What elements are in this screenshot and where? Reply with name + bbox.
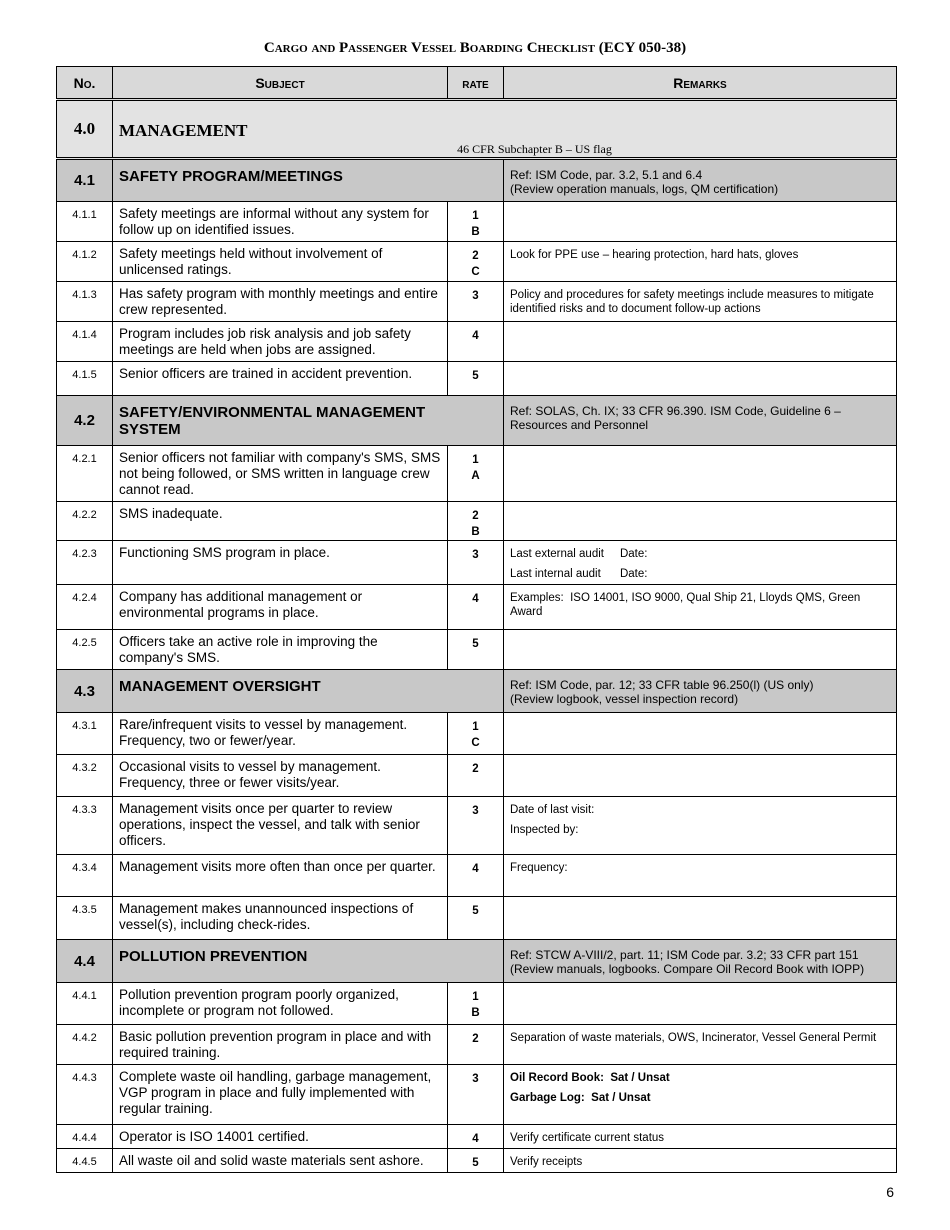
- checklist-item-row: [57, 713, 897, 755]
- item-rate: 4: [472, 330, 479, 342]
- item-remark-line: Separation of waste materials, OWS, Incinerator, Vessel General Permit: [510, 1032, 877, 1044]
- section-reference: [504, 159, 897, 202]
- item-subject: Operator is ISO 14001 certified.: [113, 1125, 448, 1149]
- item-remarks: [504, 1065, 897, 1125]
- item-rate: 4: [472, 1133, 479, 1145]
- management-title: MANAGEMENT: [119, 121, 248, 140]
- item-subject: Complete waste oil handling, garbage management, VGP program in place and fully implemented with regular training.: [113, 1065, 448, 1125]
- section-number: 4.1: [57, 159, 113, 202]
- item-grade: C: [471, 266, 480, 278]
- section-row: [57, 396, 897, 446]
- checklist-item-row: [57, 585, 897, 630]
- section-title: POLLUTION PREVENTION: [113, 940, 504, 983]
- item-rate-cell: [448, 362, 504, 396]
- item-rate-cell: [448, 630, 504, 670]
- item-remarks: [504, 1149, 897, 1173]
- item-rate-cell: [448, 446, 504, 502]
- item-rate: 3: [472, 805, 479, 817]
- header-remarks: Remarks: [504, 67, 897, 100]
- item-number: 4.2.4: [57, 585, 113, 630]
- item-grade: B: [471, 1007, 480, 1019]
- item-remark-line: Oil Record Book: Sat / Unsat: [510, 1072, 670, 1084]
- item-subject: Rare/infrequent visits to vessel by management. Frequency, two or fewer/year.: [113, 713, 448, 755]
- item-number: 4.3.4: [57, 855, 113, 897]
- item-remark-line: Verify receipts: [510, 1156, 583, 1168]
- item-number: 4.3.1: [57, 713, 113, 755]
- item-rate: 1: [472, 991, 479, 1003]
- section-row: [57, 159, 897, 202]
- item-rate: 2: [472, 763, 479, 775]
- management-number: 4.0: [57, 100, 113, 159]
- checklist-item-row: [57, 1149, 897, 1173]
- header-rate: rate: [448, 67, 504, 100]
- section-reference-line: Ref: STCW A-VIII/2, part. 11; ISM Code par. 3.2; 33 CFR part 151: [510, 948, 859, 962]
- item-rate-cell: [448, 1149, 504, 1173]
- item-number: 4.3.2: [57, 755, 113, 797]
- item-remarks: [504, 630, 897, 670]
- checklist-item-row: [57, 855, 897, 897]
- item-rate: 3: [472, 290, 479, 302]
- item-subject: Senior officers are trained in accident prevention.: [113, 362, 448, 396]
- checklist-item-row: [57, 897, 897, 940]
- section-row: [57, 940, 897, 983]
- item-grade: B: [471, 526, 480, 538]
- section-reference-line: (Review operation manuals, logs, QM certification): [510, 182, 779, 196]
- item-rate: 3: [472, 1073, 479, 1085]
- checklist-item-row: [57, 755, 897, 797]
- item-rate-cell: [448, 797, 504, 855]
- item-number: 4.2.5: [57, 630, 113, 670]
- item-remarks: [504, 282, 897, 322]
- item-rate-cell: [448, 713, 504, 755]
- item-rate: 2: [472, 250, 479, 262]
- item-rate-cell: [448, 322, 504, 362]
- section-number: 4.3: [57, 670, 113, 713]
- item-number: 4.2.1: [57, 446, 113, 502]
- item-subject: Functioning SMS program in place.: [113, 541, 448, 585]
- item-rate-cell: [448, 202, 504, 242]
- item-subject: Safety meetings are informal without any system for follow up on identified issues.: [113, 202, 448, 242]
- item-remark-line: Date of last visit:: [510, 804, 595, 816]
- item-remark-line: Frequency:: [510, 862, 568, 874]
- section-title: SAFETY/ENVIRONMENTAL MANAGEMENT SYSTEM: [113, 396, 504, 446]
- section-reference: [504, 940, 897, 983]
- item-subject: Management visits once per quarter to review operations, inspect the vessel, and talk with senior officers.: [113, 797, 448, 855]
- checklist-item-row: [57, 282, 897, 322]
- item-subject: Officers take an active role in improving the company's SMS.: [113, 630, 448, 670]
- checklist-item-row: [57, 446, 897, 502]
- item-remarks: [504, 897, 897, 940]
- section-reference-line: Ref: ISM Code, par. 12; 33 CFR table 96.250(l) (US only): [510, 678, 814, 692]
- item-remarks: [504, 502, 897, 541]
- checklist-item-row: [57, 983, 897, 1025]
- item-subject: All waste oil and solid waste materials sent ashore.: [113, 1149, 448, 1173]
- checklist-item-row: [57, 1065, 897, 1125]
- item-remarks: [504, 855, 897, 897]
- item-remarks: [504, 1125, 897, 1149]
- item-remarks: [504, 322, 897, 362]
- item-rate: 3: [472, 549, 479, 561]
- item-rate: 2: [472, 510, 479, 522]
- item-subject: Pollution prevention program poorly organized, incomplete or program not followed.: [113, 983, 448, 1025]
- item-rate: 5: [472, 1157, 479, 1169]
- item-rate-cell: [448, 983, 504, 1025]
- item-rate: 5: [472, 370, 479, 382]
- item-number: 4.2.2: [57, 502, 113, 541]
- item-remarks: [504, 242, 897, 282]
- item-remark-line: Inspected by:: [510, 824, 579, 836]
- checklist-item-row: [57, 362, 897, 396]
- item-subject: Management visits more often than once per quarter.: [113, 855, 448, 897]
- checklist-item-row: [57, 541, 897, 585]
- item-rate-cell: [448, 502, 504, 541]
- item-number: 4.3.3: [57, 797, 113, 855]
- item-subject: Program includes job risk analysis and job safety meetings are held when jobs are assigned.: [113, 322, 448, 362]
- header-no: No.: [57, 67, 113, 100]
- item-remark-line: Last external audit Date:: [510, 548, 648, 560]
- management-subtitle: 46 CFR Subchapter B – US flag: [457, 142, 612, 156]
- document-title: Cargo and Passenger Vessel Boarding Checklist (ECY 050-38): [263, 40, 687, 56]
- item-remarks: [504, 585, 897, 630]
- checklist-table: [56, 66, 897, 1173]
- checklist-item-row: [57, 242, 897, 282]
- item-number: 4.1.4: [57, 322, 113, 362]
- item-rate-cell: [448, 1065, 504, 1125]
- item-rate: 5: [472, 638, 479, 650]
- item-number: 4.4.4: [57, 1125, 113, 1149]
- item-rate-cell: [448, 541, 504, 585]
- item-grade: A: [471, 470, 480, 482]
- item-rate: 5: [472, 905, 479, 917]
- item-number: 4.1.5: [57, 362, 113, 396]
- checklist-item-row: [57, 630, 897, 670]
- item-rate: 2: [472, 1033, 479, 1045]
- checklist-item-row: [57, 502, 897, 541]
- item-remark-line: Last internal audit Date:: [510, 568, 648, 580]
- item-rate-cell: [448, 1125, 504, 1149]
- section-title: SAFETY PROGRAM/MEETINGS: [113, 159, 504, 202]
- item-subject: Management makes unannounced inspections of vessel(s), including check-rides.: [113, 897, 448, 940]
- section-reference: [504, 670, 897, 713]
- item-rate: 1: [472, 454, 479, 466]
- item-remarks: [504, 1025, 897, 1065]
- item-rate: 4: [472, 863, 479, 875]
- item-rate: 1: [472, 721, 479, 733]
- section-reference-line: Ref: ISM Code, par. 3.2, 5.1 and 6.4: [510, 168, 703, 182]
- item-remarks: [504, 446, 897, 502]
- checklist-item-row: [57, 797, 897, 855]
- item-number: 4.2.3: [57, 541, 113, 585]
- item-remark-line: Garbage Log: Sat / Unsat: [510, 1092, 651, 1104]
- item-subject: Has safety program with monthly meetings and entire crew represented.: [113, 282, 448, 322]
- section-reference-line: (Review manuals, logbooks. Compare Oil Record Book with IOPP): [510, 962, 865, 976]
- header-subject: Subject: [113, 67, 448, 100]
- page-number: 6: [886, 1184, 894, 1200]
- item-subject: Occasional visits to vessel by management. Frequency, three or fewer visits/year.: [113, 755, 448, 797]
- item-number: 4.4.2: [57, 1025, 113, 1065]
- management-cell: [113, 100, 897, 159]
- item-remark-line: Look for PPE use – hearing protection, hard hats, gloves: [510, 249, 799, 261]
- item-number: 4.1.2: [57, 242, 113, 282]
- item-rate-cell: [448, 897, 504, 940]
- item-remarks: [504, 362, 897, 396]
- section-number: 4.4: [57, 940, 113, 983]
- section-reference-line: (Review logbook, vessel inspection record): [510, 692, 739, 706]
- item-subject: Safety meetings held without involvement of unlicensed ratings.: [113, 242, 448, 282]
- checklist-item-row: [57, 1025, 897, 1065]
- section-title: MANAGEMENT OVERSIGHT: [113, 670, 504, 713]
- item-remarks: [504, 797, 897, 855]
- item-rate-cell: [448, 1025, 504, 1065]
- item-number: 4.1.3: [57, 282, 113, 322]
- section-row: [57, 670, 897, 713]
- item-number: 4.4.5: [57, 1149, 113, 1173]
- item-grade: B: [471, 226, 480, 238]
- item-remarks: [504, 983, 897, 1025]
- checklist-item-row: [57, 322, 897, 362]
- section-reference: [504, 396, 897, 446]
- section-number: 4.2: [57, 396, 113, 446]
- item-rate-cell: [448, 242, 504, 282]
- item-grade: C: [471, 737, 480, 749]
- item-subject: SMS inadequate.: [113, 502, 448, 541]
- management-row: [57, 100, 897, 159]
- item-subject: Company has additional management or environmental programs in place.: [113, 585, 448, 630]
- item-rate-cell: [448, 282, 504, 322]
- item-subject: Senior officers not familiar with company's SMS, SMS not being followed, or SMS written in language crew cannot read.: [113, 446, 448, 502]
- item-number: 4.1.1: [57, 202, 113, 242]
- item-rate: 4: [472, 593, 479, 605]
- item-number: 4.4.1: [57, 983, 113, 1025]
- item-rate-cell: [448, 585, 504, 630]
- item-remark-line: Examples: ISO 14001, ISO 9000, Qual Ship 21, Lloyds QMS, Green Award: [510, 592, 863, 618]
- item-remarks: [504, 541, 897, 585]
- section-reference-line: Ref: SOLAS, Ch. IX; 33 CFR 96.390. ISM Code, Guideline 6 – Resources and Personnel: [510, 404, 841, 432]
- item-subject: Basic pollution prevention program in place and with required training.: [113, 1025, 448, 1065]
- item-rate-cell: [448, 855, 504, 897]
- item-remarks: [504, 713, 897, 755]
- item-rate-cell: [448, 755, 504, 797]
- checklist-item-row: [57, 1125, 897, 1149]
- item-number: 4.4.3: [57, 1065, 113, 1125]
- item-rate: 1: [472, 210, 479, 222]
- checklist-item-row: [57, 202, 897, 242]
- item-remark-line: Verify certificate current status: [510, 1132, 665, 1144]
- header-row: [57, 67, 897, 100]
- item-remark-line: Policy and procedures for safety meetings include measures to mitigate identified risks and to document follow-up actions: [510, 289, 877, 315]
- item-remarks: [504, 202, 897, 242]
- item-number: 4.3.5: [57, 897, 113, 940]
- item-remarks: [504, 755, 897, 797]
